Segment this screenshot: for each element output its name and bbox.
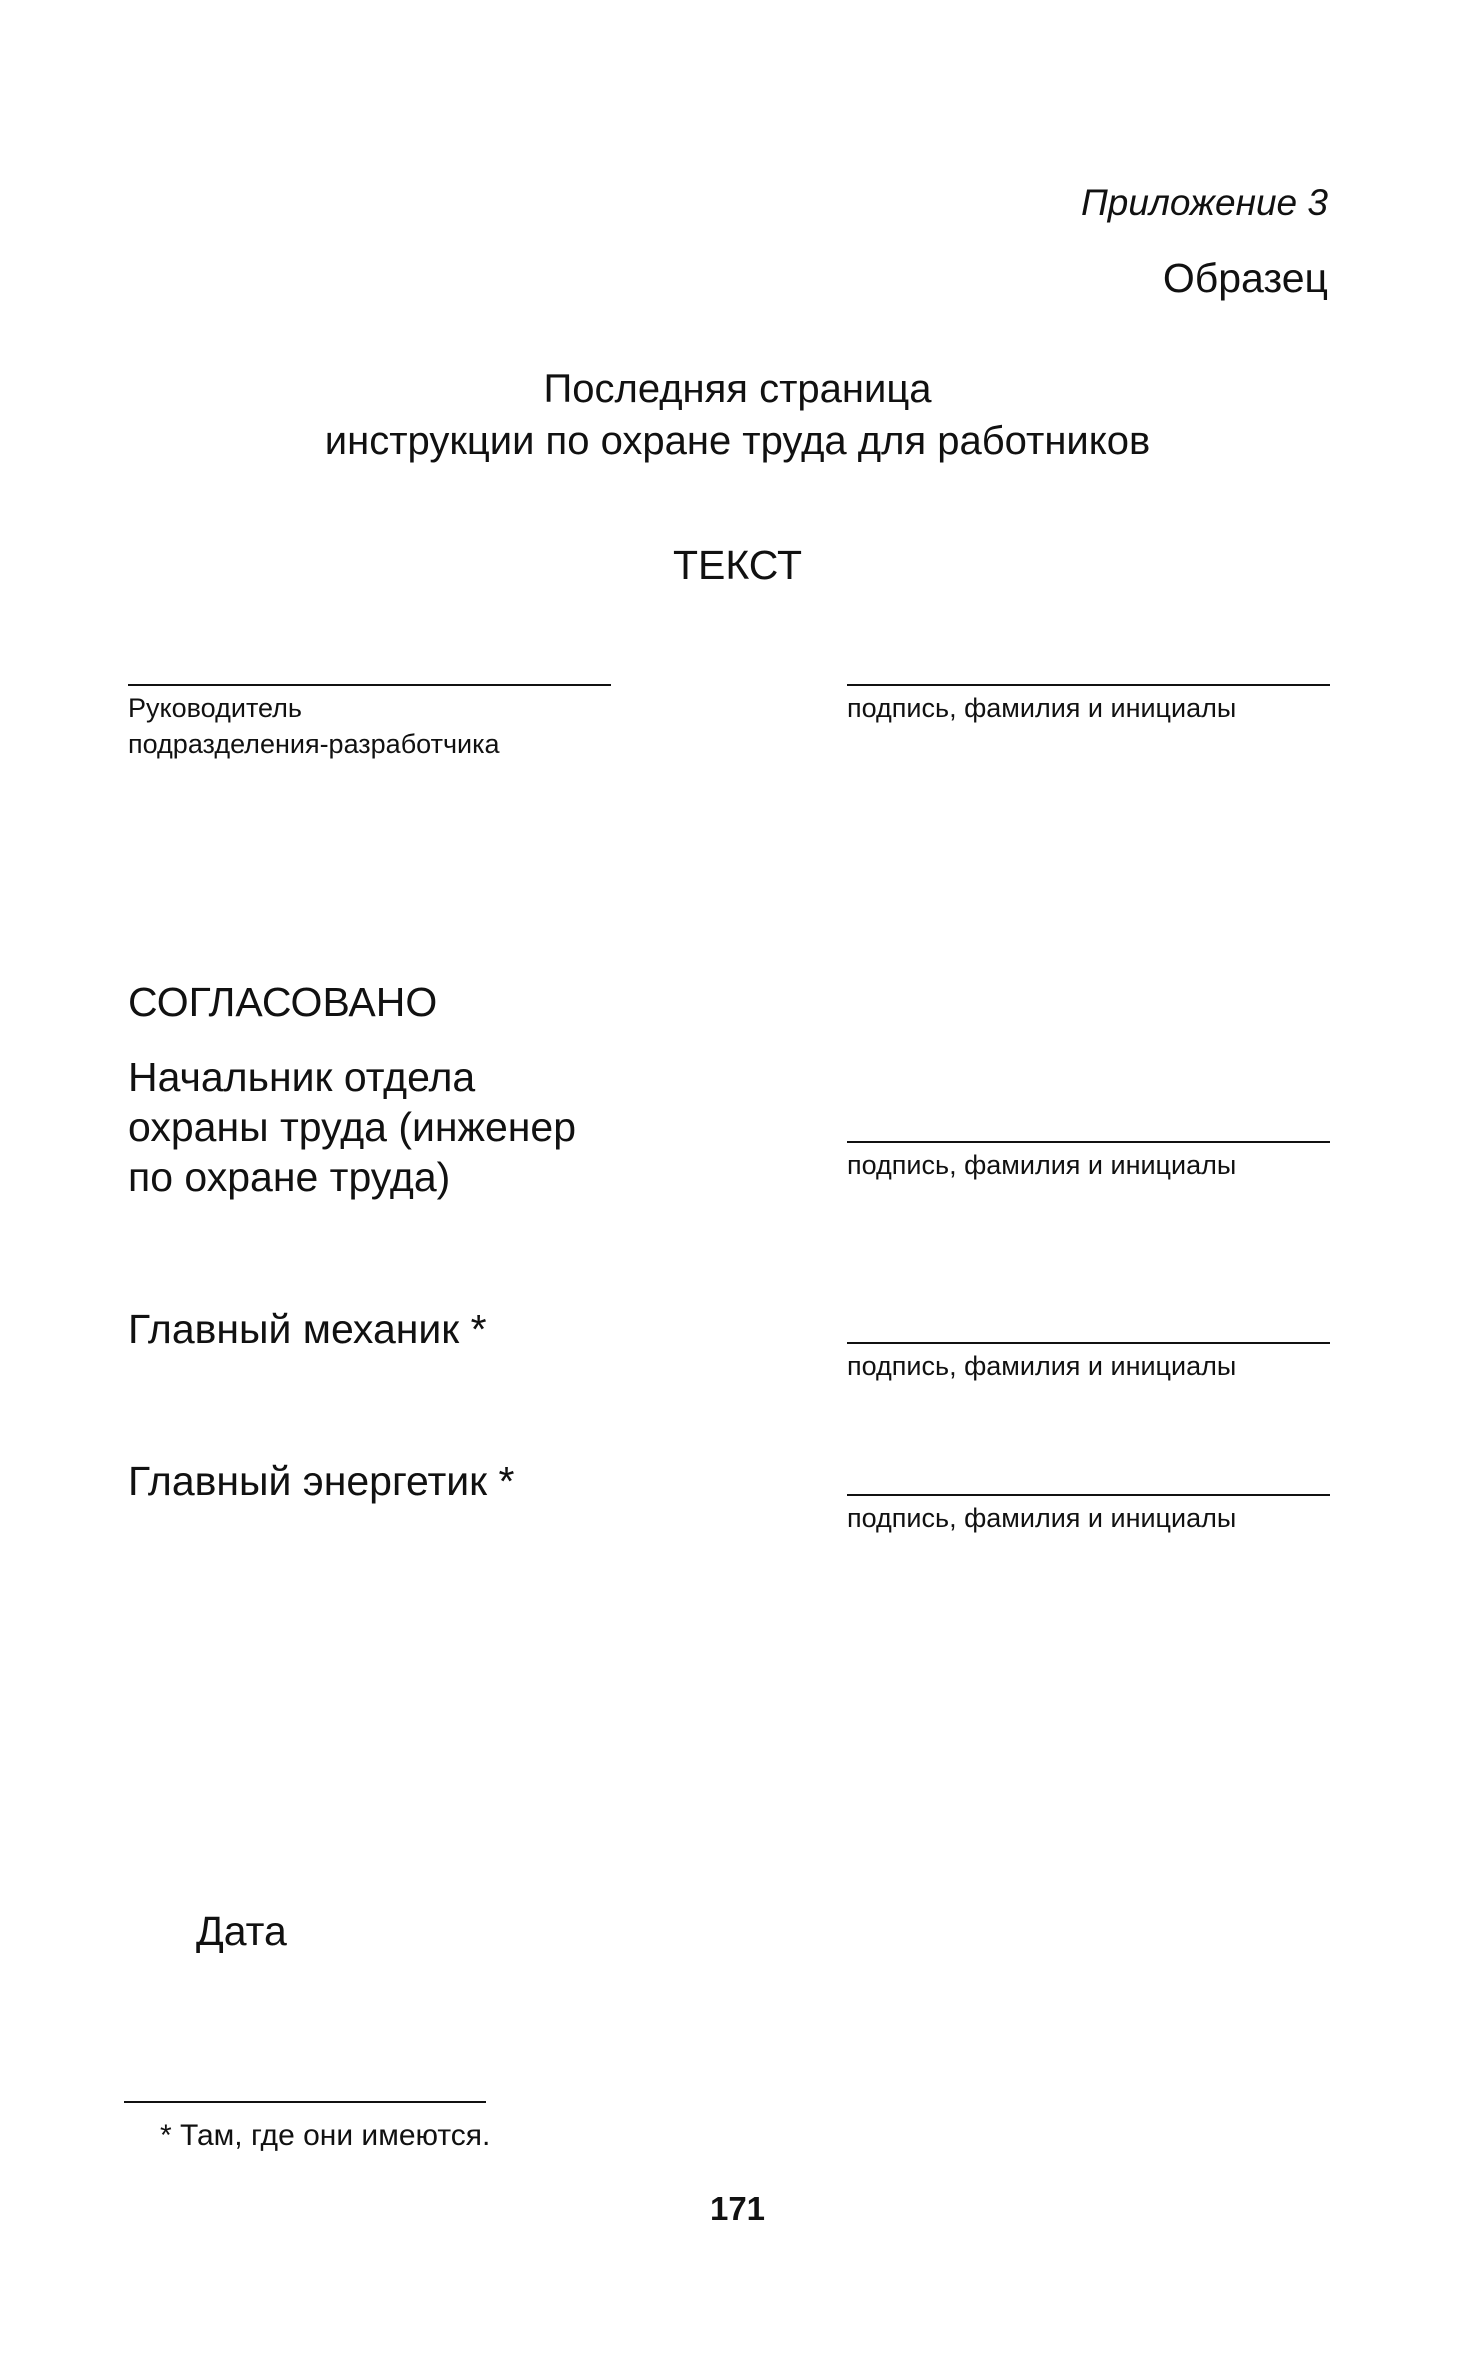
- approval-heading: СОГЛАСОВАНО: [128, 979, 438, 1025]
- title-line-2: инструкции по охране труда для работников: [324, 419, 1151, 463]
- chief-mechanic-label: Главный механик *: [128, 1306, 487, 1352]
- body-text-placeholder: ТЕКСТ: [672, 542, 803, 588]
- safety-head-line-1: Начальник отдела: [128, 1054, 476, 1100]
- chief-mechanic-signature-caption: подпись, фамилия и инициалы: [847, 1351, 1237, 1381]
- safety-head-signature-line: [847, 1141, 1330, 1143]
- safety-head-line-3: по охране труда): [128, 1154, 451, 1200]
- footnote: * Там, где они имеются.: [160, 2119, 491, 2152]
- developer-signature-caption: подпись, фамилия и инициалы: [847, 693, 1237, 723]
- developer-signature-line-left: [128, 684, 611, 686]
- chief-power-engineer-signature-line: [847, 1494, 1330, 1496]
- chief-power-engineer-signature-caption: подпись, фамилия и инициалы: [847, 1503, 1237, 1533]
- safety-head-signature-caption: подпись, фамилия и инициалы: [847, 1150, 1237, 1180]
- developer-signature-line: [847, 684, 1330, 686]
- developer-position-line-1: Руководитель: [128, 693, 302, 723]
- developer-position-line-2: подразделения-разработчика: [128, 729, 500, 759]
- developer-position: [128, 690, 500, 762]
- footnote-separator: [124, 2101, 486, 2103]
- appendix-label: Приложение 3: [1080, 182, 1328, 223]
- safety-head-position: [128, 1052, 576, 1202]
- page-number: 171: [709, 2190, 766, 2227]
- title-line-1: Последняя страница: [543, 367, 932, 411]
- sample-label: Образец: [1162, 255, 1328, 301]
- date-label: Дата: [196, 1908, 287, 1954]
- page-title: [0, 363, 1475, 467]
- chief-power-engineer-label: Главный энергетик *: [128, 1458, 515, 1504]
- chief-mechanic-signature-line: [847, 1342, 1330, 1344]
- safety-head-line-2: охраны труда (инженер: [128, 1104, 576, 1150]
